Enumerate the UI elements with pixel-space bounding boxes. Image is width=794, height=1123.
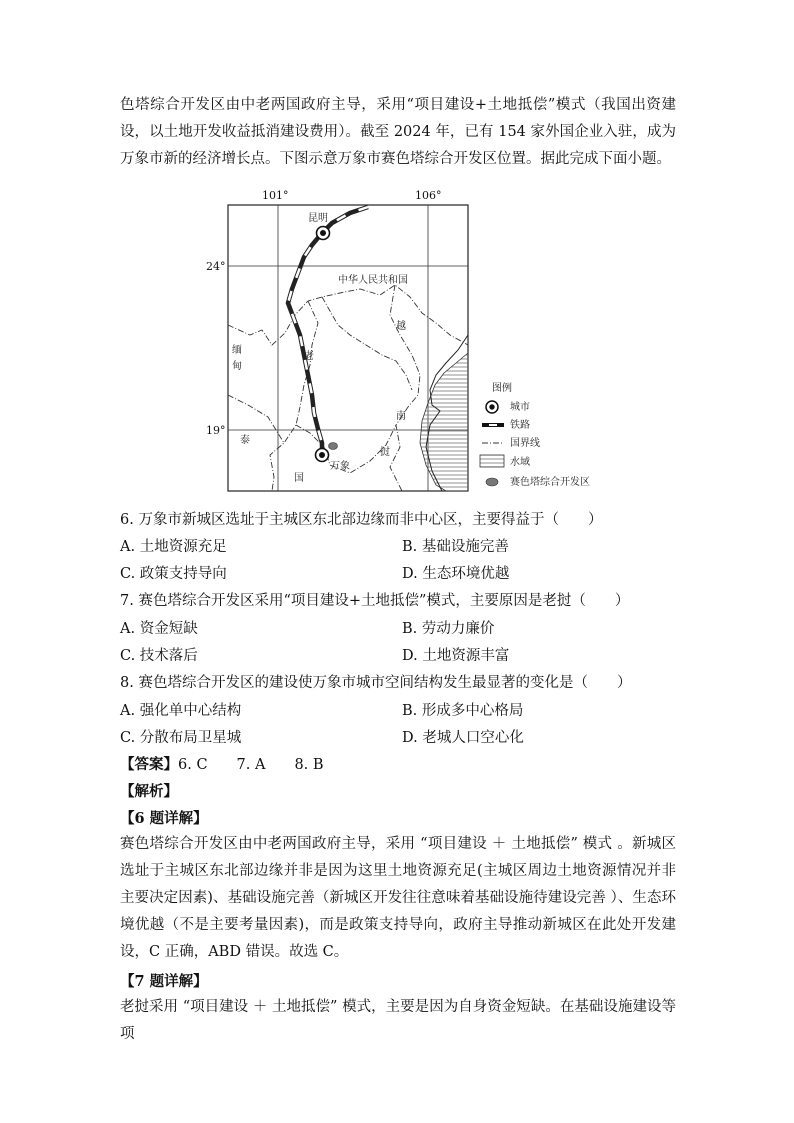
detail6-heading: 【6 题详解】	[120, 810, 208, 827]
laos-label-1: 老	[304, 351, 314, 362]
analysis-heading: 【解析】	[120, 783, 178, 800]
city-vientiane	[316, 449, 329, 462]
city-kunming	[317, 227, 330, 240]
q8-option-c: C. 分散布局卫星城	[120, 730, 242, 746]
lat-label-24: 24°	[206, 260, 226, 273]
q6-stem: 6. 万象市新城区选址于主城区东北部边缘而非中心区，主要得益于（ ）	[120, 512, 603, 528]
q8-option-a: A. 强化单中心结构	[120, 703, 242, 719]
q7-option-c: C. 技术落后	[120, 648, 198, 664]
vientiane-label: 万象	[330, 461, 350, 472]
q6-option-a: A. 土地资源充足	[120, 539, 227, 555]
lon-label-101: 101°	[262, 189, 289, 202]
q8-option-d: D. 老城人口空心化	[402, 730, 524, 746]
detail7-heading: 【7 题详解】	[120, 973, 208, 990]
vietnam-label-2: 南	[396, 411, 406, 422]
q8-stem: 8. 赛色塔综合开发区的建设使万象市城市空间结构发生最显著的变化是（ ）	[120, 675, 632, 691]
intro-paragraph: 色塔综合开发区由中老两国政府主导，采用“项目建设+土地抵偿”模式（我国出资建设，以土地开发收益抵消建设费用）。截至 2024 年，已有 154 家外国企业入驻，成为万象市新的经济增长点。下图示意万象市赛色塔综合开发区位置。据此完成下面小题。	[120, 97, 676, 167]
legend-water: 水域	[510, 457, 530, 468]
vietnam-label-1: 越	[396, 321, 406, 332]
kunming-label: 昆明	[308, 213, 328, 224]
location-map	[200, 185, 600, 495]
saysettha-zone	[329, 443, 338, 450]
answer-label: 【答案】	[120, 756, 178, 773]
water-area	[420, 353, 468, 491]
myanmar-label-2: 甸	[232, 361, 242, 372]
q6-option-d: D. 生态环境优越	[402, 566, 510, 582]
detail6-text: 赛色塔综合开发区由中老两国政府主导，采用 “项目建设 ＋ 土地抵偿” 模式 。新城区选址于主城区东北部边缘并非是因为这里土地资源充足(主城区周边土地资源情况并非主要决定因素)、基础设施完善（新城区开发往往意味着基础设施待建设完善 ）、生态环境优越（不是主要考量因素)，而是政策支持导向，政府主导推动新城区在此处开发建设，C 正确，ABD 错误。故选 C。	[120, 836, 676, 960]
myanmar-label-1: 缅	[232, 345, 242, 356]
laos-label-2: 挝	[380, 447, 390, 458]
detail7-text: 老挝采用 “项目建设 ＋ 土地抵偿” 模式，主要是因为自身资金短缺。在基础设施建设等项	[120, 999, 676, 1042]
china-label: 中华人民共和国	[338, 275, 408, 286]
q7-option-a: A. 资金短缺	[120, 621, 198, 637]
q6-option-b: B. 基础设施完善	[402, 539, 509, 555]
answer-text: 6. C 7. A 8. B	[178, 757, 324, 773]
legend-zone: 赛色塔综合开发区	[510, 477, 590, 488]
q7-option-d: D. 土地资源丰富	[402, 648, 510, 664]
legend-city: 城市	[510, 402, 530, 413]
q7-stem: 7. 赛色塔综合开发区采用“项目建设+土地抵偿”模式，主要原因是老挝（ ）	[120, 593, 630, 609]
answer-line	[120, 753, 324, 774]
legend-border: 国界线	[510, 438, 540, 449]
q8-option-b: B. 形成多中心格局	[402, 703, 524, 719]
lat-label-19: 19°	[206, 424, 226, 437]
q7-option-b: B. 劳动力廉价	[402, 621, 495, 637]
q6-option-c: C. 政策支持导向	[120, 566, 227, 582]
legend-railway: 铁路	[510, 420, 530, 431]
thailand-label-1: 泰	[240, 435, 250, 446]
railway-outer	[288, 207, 368, 455]
legend-title: 图例	[492, 383, 512, 394]
lon-label-106: 106°	[415, 189, 442, 202]
thailand-label-2: 国	[294, 473, 304, 484]
map-legend	[480, 381, 590, 488]
